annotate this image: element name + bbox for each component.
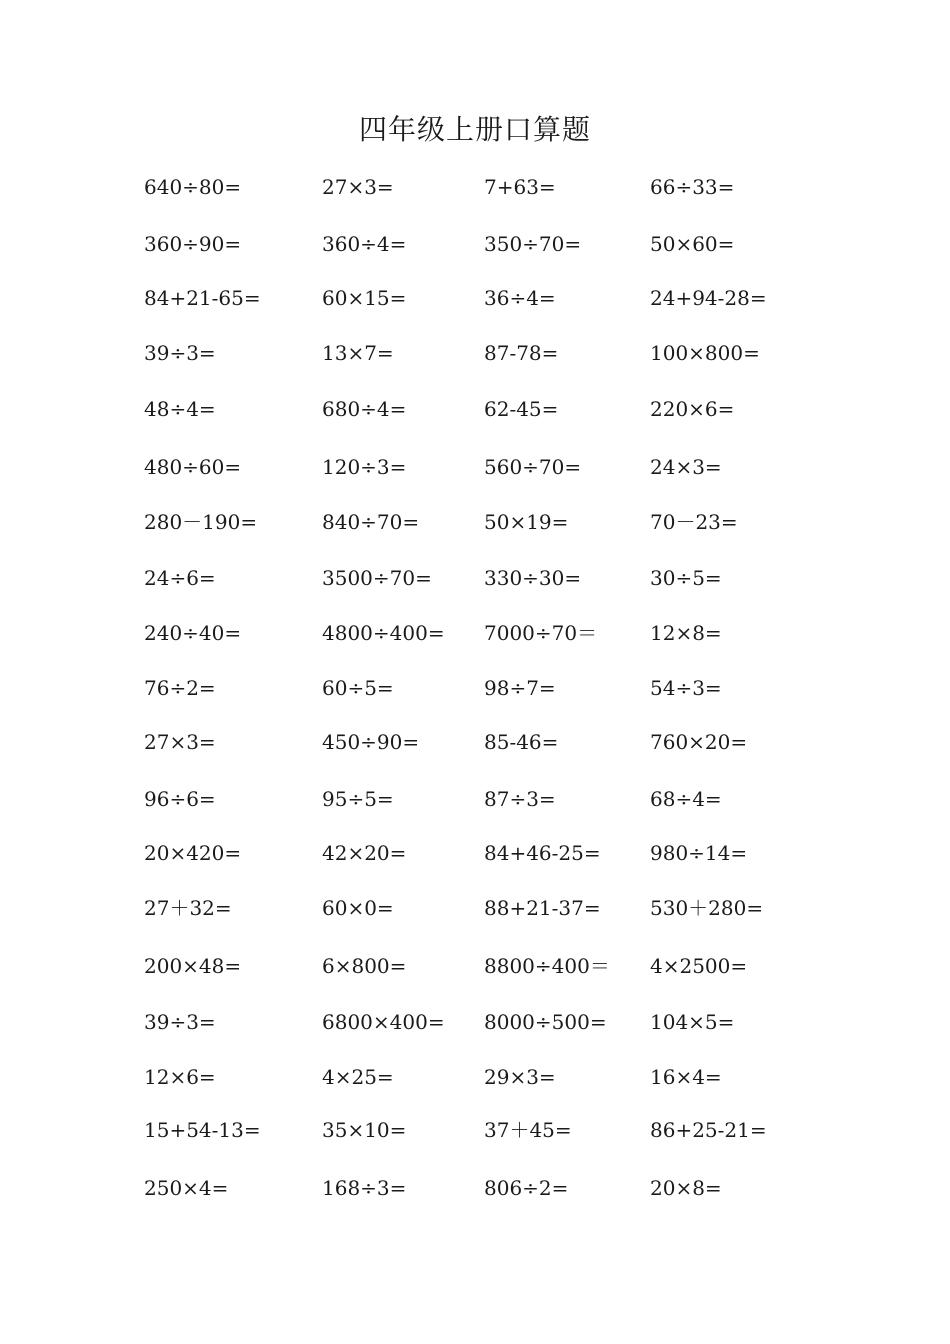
problem-item: 6×800= xyxy=(322,954,407,978)
problem-item: 54÷3= xyxy=(650,676,722,700)
problem-item: 87-78= xyxy=(484,341,559,365)
problem-item: 29×3= xyxy=(484,1065,556,1089)
page-title: 四年级上册口算题 xyxy=(358,113,591,146)
problem-item: 37＋45= xyxy=(484,1118,572,1142)
problem-row xyxy=(144,671,844,727)
problem-row xyxy=(144,725,844,781)
problem-item: 220×6= xyxy=(650,397,735,421)
problem-item: 480÷60= xyxy=(144,455,242,479)
problem-item: 84+21-65= xyxy=(144,286,261,310)
problem-item: 7000÷70＝ xyxy=(484,621,598,645)
problem-row xyxy=(144,1005,844,1061)
problem-item: 95÷5= xyxy=(322,787,394,811)
problem-item: 8000÷500= xyxy=(484,1010,607,1034)
problem-row xyxy=(144,170,844,226)
problem-row xyxy=(144,1060,844,1116)
problem-item: 530＋280= xyxy=(650,896,764,920)
problem-item: 60×0= xyxy=(322,896,394,920)
problem-item: 27＋32= xyxy=(144,896,232,920)
problem-item: 39÷3= xyxy=(144,1010,216,1034)
problem-item: 87÷3= xyxy=(484,787,556,811)
problem-item: 66÷33= xyxy=(650,175,735,199)
problem-item: 200×48= xyxy=(144,954,242,978)
problem-item: 360÷90= xyxy=(144,232,242,256)
problem-item: 24+94-28= xyxy=(650,286,767,310)
problem-item: 60÷5= xyxy=(322,676,394,700)
problem-item: 8800÷400＝ xyxy=(484,954,610,978)
problem-item: 86+25-21= xyxy=(650,1118,767,1142)
problem-item: 15+54-13= xyxy=(144,1118,261,1142)
problem-item: 280－190= xyxy=(144,510,258,534)
problem-item: 85-46= xyxy=(484,730,559,754)
problem-item: 560÷70= xyxy=(484,455,582,479)
problem-item: 98÷7= xyxy=(484,676,556,700)
problem-item: 250×4= xyxy=(144,1176,229,1200)
problem-item: 680÷4= xyxy=(322,397,407,421)
problem-item: 62-45= xyxy=(484,397,559,421)
problem-row xyxy=(144,450,844,506)
problem-item: 4×25= xyxy=(322,1065,394,1089)
problem-item: 50×19= xyxy=(484,510,569,534)
problem-item: 760×20= xyxy=(650,730,748,754)
problem-row xyxy=(144,505,844,561)
problem-item: 16×4= xyxy=(650,1065,722,1089)
problem-item: 330÷30= xyxy=(484,566,582,590)
problem-item: 450÷90= xyxy=(322,730,420,754)
problem-item: 12×8= xyxy=(650,621,722,645)
problem-item: 240÷40= xyxy=(144,621,242,645)
problem-item: 50×60= xyxy=(650,232,735,256)
problem-item: 640÷80= xyxy=(144,175,242,199)
problem-row xyxy=(144,891,844,947)
problem-item: 100×800= xyxy=(650,341,760,365)
problem-row xyxy=(144,949,844,1005)
problem-item: 39÷3= xyxy=(144,341,216,365)
problem-row xyxy=(144,1171,844,1227)
problem-item: 7+63= xyxy=(484,175,556,199)
problem-item: 350÷70= xyxy=(484,232,582,256)
problem-item: 4×2500= xyxy=(650,954,748,978)
problem-item: 88+21-37= xyxy=(484,896,601,920)
problem-row xyxy=(144,1113,844,1169)
problem-item: 68÷4= xyxy=(650,787,722,811)
problem-item: 20×8= xyxy=(650,1176,722,1200)
problem-item: 27×3= xyxy=(144,730,216,754)
problem-row xyxy=(144,782,844,838)
problem-row xyxy=(144,336,844,392)
problem-row xyxy=(144,227,844,283)
problem-row xyxy=(144,836,844,892)
problem-item: 120÷3= xyxy=(322,455,407,479)
problem-item: 42×20= xyxy=(322,841,407,865)
problem-item: 24÷6= xyxy=(144,566,216,590)
problem-item: 27×3= xyxy=(322,175,394,199)
problem-item: 35×10= xyxy=(322,1118,407,1142)
problem-item: 360÷4= xyxy=(322,232,407,256)
problem-row xyxy=(144,281,844,337)
problem-item: 13×7= xyxy=(322,341,394,365)
problem-item: 70－23= xyxy=(650,510,738,534)
problem-item: 30÷5= xyxy=(650,566,722,590)
problem-item: 980÷14= xyxy=(650,841,748,865)
problem-item: 60×15= xyxy=(322,286,407,310)
problem-item: 96÷6= xyxy=(144,787,216,811)
problem-item: 4800÷400= xyxy=(322,621,445,645)
problem-row xyxy=(144,392,844,448)
problem-item: 48÷4= xyxy=(144,397,216,421)
problem-item: 76÷2= xyxy=(144,676,216,700)
problem-item: 84+46-25= xyxy=(484,841,601,865)
problem-item: 12×6= xyxy=(144,1065,216,1089)
problem-row xyxy=(144,561,844,617)
problem-item: 24×3= xyxy=(650,455,722,479)
problem-row xyxy=(144,616,844,672)
problem-item: 168÷3= xyxy=(322,1176,407,1200)
problem-item: 3500÷70= xyxy=(322,566,432,590)
problem-item: 6800×400= xyxy=(322,1010,445,1034)
problem-item: 104×5= xyxy=(650,1010,735,1034)
problem-item: 20×420= xyxy=(144,841,242,865)
problem-item: 36÷4= xyxy=(484,286,556,310)
problem-item: 840÷70= xyxy=(322,510,420,534)
problem-item: 806÷2= xyxy=(484,1176,569,1200)
